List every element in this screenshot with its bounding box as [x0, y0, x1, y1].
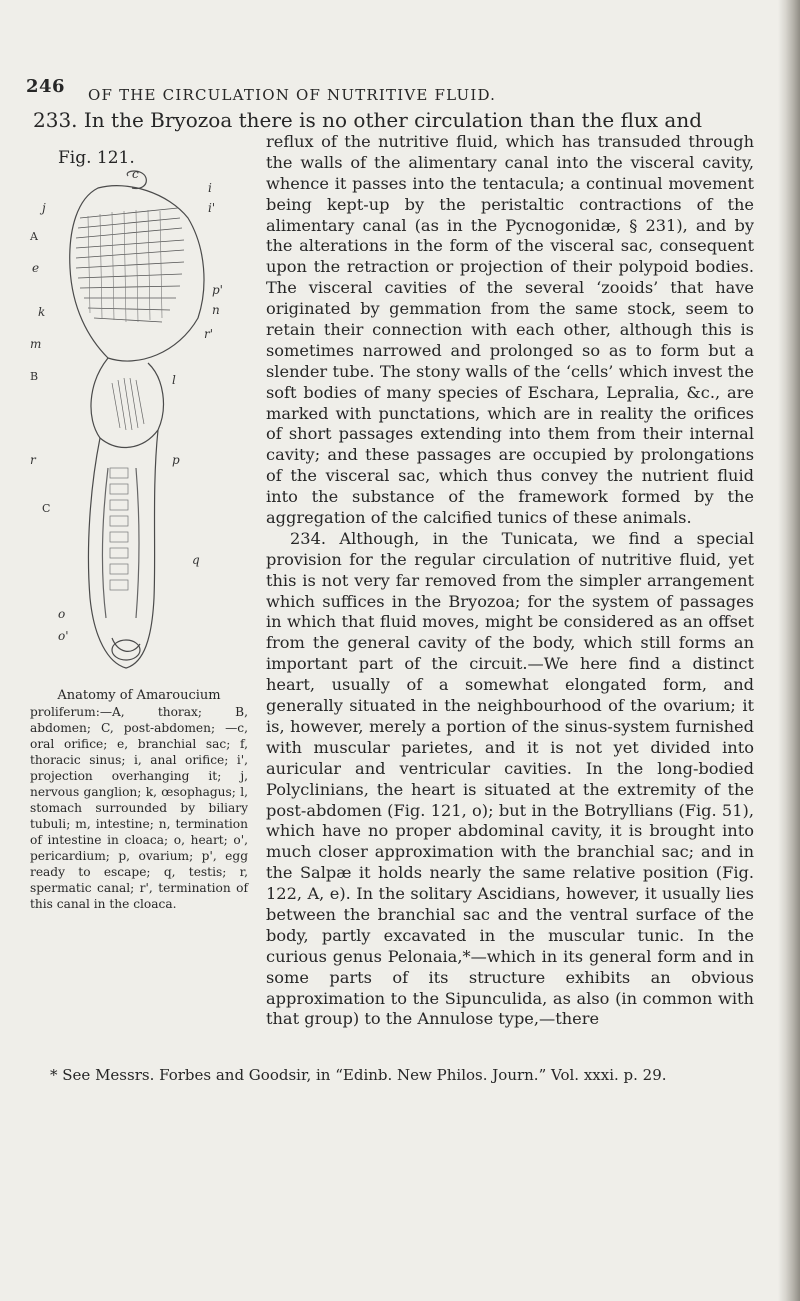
letter-e: e — [32, 261, 40, 275]
letter-m: m — [30, 337, 42, 351]
letter-o-prime: o' — [58, 629, 69, 643]
letter-i-prime: i' — [208, 201, 216, 215]
ovarium-segments — [110, 468, 128, 590]
letter-p: p — [172, 453, 180, 467]
letter-l: l — [172, 373, 176, 387]
section-233-first-line: 233. In the Bryozoa there is no other circulation than the flux and — [33, 108, 703, 132]
branchial-sac-stripes — [76, 208, 184, 322]
amaroucium-drawing — [28, 168, 250, 678]
letter-k: k — [38, 305, 46, 319]
intestine — [102, 468, 108, 618]
paragraph-234: 234. Although, in the Tunicata, we find a special provision for the regular circulation of nutritive fluid, yet this is not very far removed from the simpler arrangement which suffices in the Bryozoa; for the system of passages in which that fluid moves, might be considered as an offset from the general cavity of the body, which still forms an important part of the circuit.—We here find a distinct heart, usually of a somewhat elongated form, and generally situated in the neighbourhood of the ovarium; it is, however, merely a portion of the sinus-system furnished with muscular parietes, and it is not yet divided into auricular and ventricular cavities. In the long-bodied Polyclinians, the heart is situated at the extremity of the post-abdomen (Fig. 121, o); but in the Botryllians (Fig. 51), which have no proper abdominal cavity, it is brought into much closer approximation with the branchial sac; and in the Salpæ it holds nearly the same relative position (Fig. 122, A, e). In the solitary Ascidians, however, it usually lies between the branchial sac and the ventral surface of the body, partly excavated in the muscular tunic. In the curious genus Pelonaia,*—which in its general form and in some parts of its structure exhibits an obvious approximation to the Sipunculida, as also (in common with that group) to the Annulose type,—there — [266, 528, 754, 1029]
caption-title: Anatomy of Amaroucium — [57, 688, 221, 703]
body-text — [266, 132, 754, 1030]
letter-j: j — [42, 201, 46, 215]
figure-label: Fig. 121. — [58, 148, 135, 168]
letter-C: C — [42, 502, 51, 515]
post-abdomen-outline — [88, 430, 158, 668]
letter-p-prime: p' — [212, 283, 223, 297]
letter-r-prime: r' — [204, 327, 214, 341]
pericardium — [112, 640, 140, 660]
paragraph-233-continued: reflux of the nutritive fluid, which has transuded through the walls of the alimentary canal into the visceral cavity, whence it passes into the tentacula; a continual movement being kept-up by the peristaltic contractions of the alimentary canal (as in the Pycnogonidæ, § 231), and by the alterations in the form of the visceral sac, consequent upon the retraction or projection of their polypoid bodies. The visceral cavities of the several ‘zooids’ that have originated by gemmation from the same stock, seem to retain their connection with each other, although this is sometimes narrowed and prolonged so as to form but a slender tube. The stony walls of the ‘cells’ which invest the soft bodies of many species of Eschara, Lepralia, &c., are marked with punctations, which are in reality the orifices of short passages extending into them from their internal cavity; and these passages are occupied by prolongations of the visceral sac, which thus convey the nutrient fluid into the substance of the framework formed by the aggregation of the calcified tunics of these animals. — [266, 132, 754, 528]
letter-n: n — [212, 303, 220, 317]
letter-A: A — [30, 230, 38, 243]
branchial-sac-crosshatch — [88, 210, 162, 322]
letter-o: o — [58, 607, 66, 621]
stomach-tubuli — [112, 378, 144, 430]
book-spine-shadow — [778, 0, 800, 1301]
running-head: OF THE CIRCULATION OF NUTRITIVE FLUID. — [88, 86, 497, 104]
letter-B: B — [30, 370, 39, 383]
page-number: 246 — [26, 76, 66, 97]
abdomen-outline — [91, 358, 163, 447]
figure-caption — [30, 688, 248, 912]
figure-reference-letters — [29, 168, 223, 643]
letter-q: q — [192, 553, 200, 567]
letter-i: i — [208, 181, 212, 195]
caption-text: proliferum:—A, thorax; B, abdomen; C, post-abdomen; —c, oral orifice; e, branchial sac; f, thoracic sinus; i, anal orifice; i', projection overhanging it; j, nervous ganglion; k, œsophagus; l, stomach surrounded by biliary tubuli; m, intestine; n, termination of intestine in cloaca; o, heart; o', pericardium; p, ovarium; p', egg ready to escape; q, testis; r, spermatic canal; r', termination of this canal in the cloaca. — [30, 705, 248, 911]
figure-amaroucium-illustration — [28, 168, 250, 678]
footnote: * See Messrs. Forbes and Goodsir, in “Edinb. New Philos. Journ.” Vol. xxxi. p. 29. — [50, 1066, 667, 1084]
letter-c: c — [132, 168, 139, 181]
spermatic-canal — [136, 468, 139, 618]
letter-r: r — [30, 453, 36, 467]
